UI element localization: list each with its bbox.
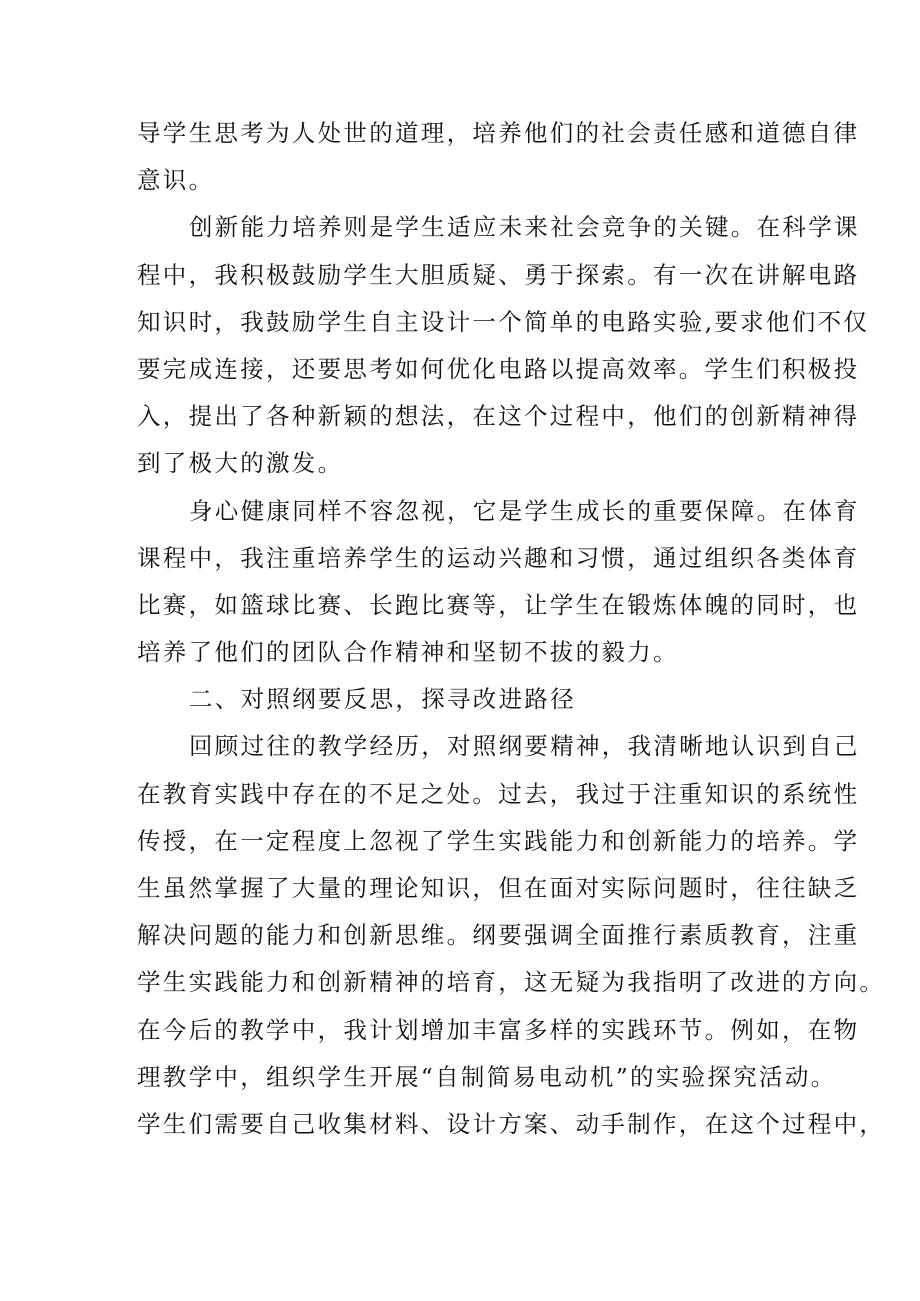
text-line: 理教学中，组织学生开展“自制简易电动机”的实验探究活动。 — [137, 1062, 837, 1091]
paragraph-first-line: 创新能力培养则是学生适应未来社会竞争的关键。在科学课 — [189, 213, 860, 242]
document-body — [137, 110, 886, 1148]
text-line: 知识时，我鼓励学生自主设计一个简单的电路实验,要求他们不仅 — [137, 307, 870, 336]
text-line: 在今后的教学中，我计划增加丰富多样的实践环节。例如，在物 — [137, 1015, 860, 1044]
text-line: 课程中，我注重培养学生的运动兴趣和习惯，通过组织各类体育 — [137, 543, 860, 572]
paragraph-first-line: 回顾过往的教学经历，对照纲要精神，我清晰地认识到自己 — [189, 732, 860, 761]
paragraph-first-line: 身心健康同样不容忽视，它是学生成长的重要保障。在体育 — [189, 496, 860, 525]
text-line: 比赛，如篮球比赛、长跑比赛等，让学生在锻炼体魄的同时，也 — [137, 590, 860, 619]
text-line: 要完成连接，还要思考如何优化电路以提高效率。学生们积极投 — [137, 354, 860, 383]
text-line: 传授，在一定程度上忽视了学生实践能力和创新能力的培养。学 — [137, 826, 860, 855]
text-line: 培养了他们的团队合作精神和坚韧不拔的毅力。 — [137, 638, 679, 667]
text-line: 在教育实践中存在的不足之处。过去，我过于注重知识的系统性 — [137, 779, 860, 808]
text-line: 生虽然掌握了大量的理论知识，但在面对实际问题时，往往缺乏 — [137, 874, 860, 902]
text-line: 入，提出了各种新颖的想法，在这个过程中，他们的创新精神得 — [137, 402, 860, 431]
text-line: 学生实践能力和创新精神的培育，这无疑为我指明了改进的方向。 — [137, 968, 886, 997]
text-line: 意识。 — [137, 166, 215, 195]
text-line: 到了极大的激发。 — [137, 449, 344, 478]
text-line: 学生们需要自己收集材料、设计方案、动手制作，在这个过程中， — [137, 1109, 886, 1138]
text-line: 解决问题的能力和创新思维。纲要强调全面推行素质教育，注重 — [137, 921, 860, 950]
text-line: 程中，我积极鼓励学生大胆质疑、勇于探索。有一次在讲解电路 — [137, 260, 860, 289]
text-line: 导学生思考为人处世的道理，培养他们的社会责任感和道德自律 — [137, 119, 860, 147]
section-heading: 二、对照纲要反思，探寻改进路径 — [189, 685, 576, 714]
